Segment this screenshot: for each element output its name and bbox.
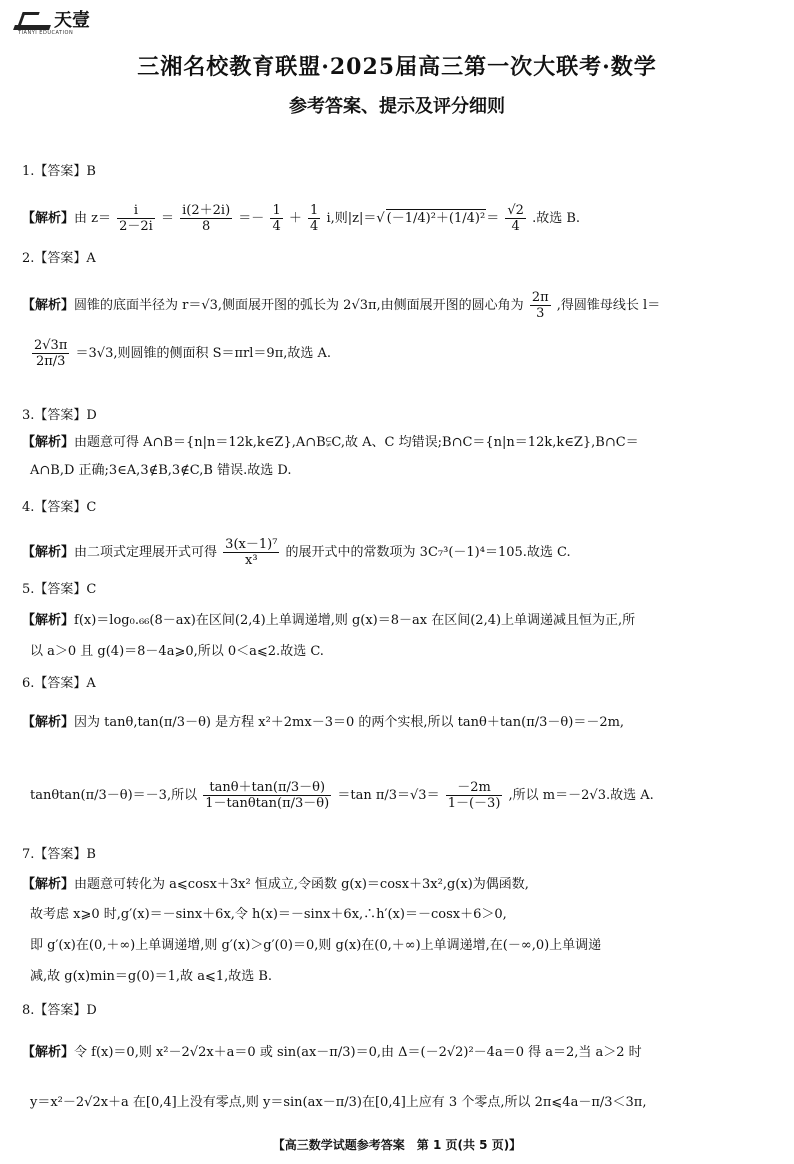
logo-subtext: TIANYI EDUCATION bbox=[18, 30, 74, 36]
q4-solution: 【解析】由二项式定理展开式可得 $\frac{\text{3(x－1)⁷}}{\text{x³}}$ 的展开式中的常数项为 3C₇³(－1)⁴＝105.故选 C. bbox=[22, 537, 571, 568]
q7-solution-line1: 【解析】由题意可转化为 a⩽cosx＋3x² 恒成立,令函数 g(x)＝cosx＋3x²,g(x)为偶函数, bbox=[22, 877, 529, 892]
q7-solution-line3: 即 g′(x)在(0,＋∞)上单调递增,则 g′(x)＞g′(0)＝0,则 g(x)在(0,＋∞)上单调递增,在(－∞,0)上单调递 bbox=[30, 938, 602, 953]
page-subtitle: 参考答案、提示及评分细则 bbox=[289, 96, 505, 117]
q6-solution-line2: tanθtan(π/3－θ)＝－3,所以 $\frac{\tan\theta+\tan(\pi/3-\theta)}{1-\tan\theta\tan(\pi/3-\theta)}$ ＝tan π/3＝√3＝ $\frac{-2m}{1-(-3)}$ ,所以 m＝－2√3.故选 A. bbox=[30, 780, 654, 811]
logo-text: 天壹 bbox=[54, 10, 90, 31]
q8-solution-line1: 【解析】令 f(x)＝0,则 x²－2√2x＋a＝0 或 sin(ax－π/3)＝0,由 Δ＝(－2√2)²－4a＝0 得 a＝2,当 a＞2 时 bbox=[22, 1045, 642, 1060]
q1-solution: 【解析】由 z＝ $\frac{i}{2-2i}$ ＝ $\frac{i(2+2i)}{8}$ ＝－ $\frac{1}{4}$ ＋ $\frac{1}{4}$ i,则|z|＝√ (－1/4)²＋(1/4)²＝ $\frac{√2}{4}$ .故选 B. bbox=[22, 203, 581, 234]
q3-solution-line2: A∩B,D 正确;3∈A,3∉B,3∉C,B 错误.故选 D. bbox=[30, 463, 292, 478]
page-title: 三湘名校教育联盟·2025届高三第一次大联考·数学 bbox=[137, 54, 657, 80]
q1-answer: 1.【答案】B bbox=[22, 164, 96, 179]
q6-solution-line1: 【解析】因为 tanθ,tan(π/3－θ) 是方程 x²＋2mx－3＝0 的两个实根,所以 tanθ＋tan(π/3－θ)＝－2m, bbox=[22, 715, 625, 730]
q5-solution-line1: 【解析】f(x)＝log₀.₆₆(8－ax)在区间(2,4)上单调递增,则 g(x)＝8－ax 在区间(2,4)上单调递减且恒为正,所 bbox=[22, 613, 636, 628]
q8-solution-line2: y＝x²－2√2x＋a 在[0,4]上没有零点,则 y＝sin(ax－π/3)在[0,4]上应有 3 个零点,所以 2π⩽4a－π/3＜3π, bbox=[30, 1095, 647, 1110]
q2-answer: 2.【答案】A bbox=[22, 251, 96, 266]
q6-answer: 6.【答案】A bbox=[22, 676, 96, 691]
q5-answer: 5.【答案】C bbox=[22, 582, 97, 597]
q5-solution-line2: 以 a＞0 且 g(4)＝8－4a⩾0,所以 0＜a⩽2.故选 C. bbox=[30, 644, 324, 659]
q3-solution-line1: 【解析】由题意可得 A∩B＝{n|n＝12k,k∈Z},A∩B⫋C,故 A、C 均错误;B∩C＝{n|n＝12k,k∈Z},B∩C＝ bbox=[22, 435, 639, 450]
page-footer: 【高三数学试题参考答案 第 1 页(共 5 页)】 bbox=[272, 1138, 522, 1152]
q2-solution-line1: 【解析】圆锥的底面半径为 r＝√3,侧面展开图的弧长为 2√3π,由侧面展开图的圆心角为 $\frac{2\pi}{3}$ ,得圆锥母线长 l＝ bbox=[22, 290, 661, 321]
q7-solution-line2: 故考虑 x⩾0 时,g′(x)＝－sinx＋6x,令 h(x)＝－sinx＋6x,∴h′(x)＝－cosx＋6＞0, bbox=[30, 907, 507, 922]
publisher-logo bbox=[14, 12, 90, 30]
q8-answer: 8.【答案】D bbox=[22, 1003, 97, 1018]
q4-answer: 4.【答案】C bbox=[22, 500, 97, 515]
logo-mark-icon bbox=[14, 12, 50, 30]
q7-solution-line4: 减,故 g(x)min＝g(0)＝1,故 a⩽1,故选 B. bbox=[30, 969, 273, 984]
q2-solution-line2: $\frac{2√3\pi}{2\pi/3}$ ＝3√3,则圆锥的侧面积 S＝πrl＝9π,故选 A. bbox=[34, 338, 332, 369]
q3-answer: 3.【答案】D bbox=[22, 408, 97, 423]
q7-answer: 7.【答案】B bbox=[22, 847, 96, 862]
